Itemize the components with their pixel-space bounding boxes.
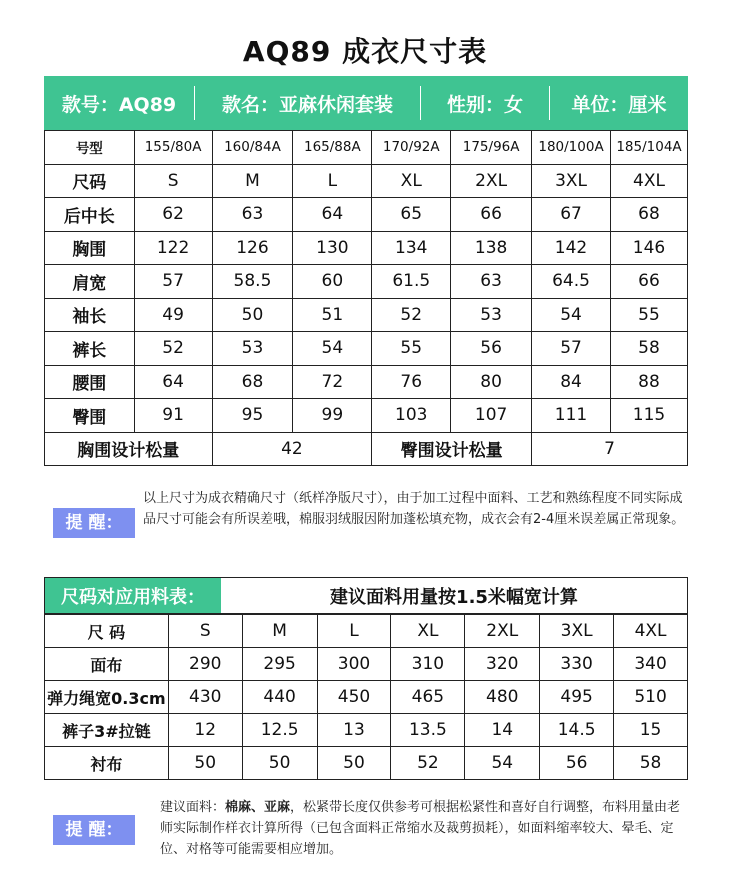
table-row bbox=[45, 615, 688, 648]
table-cell: XL bbox=[372, 164, 451, 198]
table-cell: 465 bbox=[391, 681, 465, 714]
table-cell: 55 bbox=[611, 298, 688, 332]
table-cell: 72 bbox=[293, 365, 372, 399]
table-cell: 13 bbox=[317, 714, 391, 747]
table-cell: 12.5 bbox=[242, 714, 317, 747]
table-cell: 57 bbox=[532, 332, 611, 366]
table-row bbox=[45, 265, 688, 299]
table-cell: 67 bbox=[532, 198, 611, 232]
table-row bbox=[45, 714, 688, 747]
table-cell: 63 bbox=[451, 265, 532, 299]
row-label: 后中长 bbox=[45, 198, 135, 232]
table-cell: XL bbox=[391, 615, 465, 648]
table-cell: 330 bbox=[540, 648, 614, 681]
material-table bbox=[44, 614, 688, 780]
row-label: 尺 码 bbox=[45, 615, 169, 648]
table-cell: 76 bbox=[372, 365, 451, 399]
table-cell: 99 bbox=[293, 399, 372, 433]
row-label: 尺码 bbox=[45, 164, 135, 198]
row-label: 面布 bbox=[45, 648, 169, 681]
table-cell: 3XL bbox=[540, 615, 614, 648]
table-cell: 13.5 bbox=[391, 714, 465, 747]
table-cell: 56 bbox=[451, 332, 532, 366]
table-cell: 130 bbox=[293, 231, 372, 265]
table-row bbox=[45, 131, 688, 165]
table-cell: 290 bbox=[168, 648, 242, 681]
table-cell: 56 bbox=[540, 747, 614, 780]
table-cell: 57 bbox=[134, 265, 212, 299]
table-cell: 122 bbox=[134, 231, 212, 265]
table-cell: 180/100A bbox=[532, 131, 611, 165]
table-cell: 68 bbox=[611, 198, 688, 232]
table-cell: 300 bbox=[317, 648, 391, 681]
table-row bbox=[45, 164, 688, 198]
table-cell: 58.5 bbox=[212, 265, 293, 299]
table-row bbox=[45, 231, 688, 265]
table-cell: 88 bbox=[611, 365, 688, 399]
table-cell: 80 bbox=[451, 365, 532, 399]
table-cell: 55 bbox=[372, 332, 451, 366]
table-row bbox=[45, 365, 688, 399]
table-row bbox=[45, 298, 688, 332]
table-cell: 68 bbox=[212, 365, 293, 399]
row-label: 袖长 bbox=[45, 298, 135, 332]
material-table-label: 尺码对应用料表： bbox=[45, 578, 221, 613]
table-cell: 65 bbox=[372, 198, 451, 232]
tip-rest: ，松紧带长度仅供参考可根据松紧性和喜好自行调整，布料用量由老师实际制作样衣计算所得（已包含面料正常缩水及裁剪损耗），如面料缩率较大、晕毛、定位、对格等可能需要相应增加。 bbox=[160, 800, 681, 857]
table-row bbox=[45, 681, 688, 714]
table-cell: 165/88A bbox=[293, 131, 372, 165]
hip-ease-label: 臀围设计松量 bbox=[372, 432, 532, 466]
table-cell: 430 bbox=[168, 681, 242, 714]
table-cell: 54 bbox=[532, 298, 611, 332]
tip-badge: 提 醒： bbox=[53, 508, 135, 538]
chest-ease-value: 42 bbox=[212, 432, 372, 466]
table-cell: 495 bbox=[540, 681, 614, 714]
table-cell: 50 bbox=[212, 298, 293, 332]
table-cell: 58 bbox=[611, 332, 688, 366]
table-cell: 62 bbox=[134, 198, 212, 232]
table-cell: 138 bbox=[451, 231, 532, 265]
table-row bbox=[45, 198, 688, 232]
tip-text: 以上尺寸为成衣精确尺寸（纸样净版尺寸），由于加工过程中面料、工艺和熟练程度不同实际成品尺寸可能会有所误差哦，棉服羽绒服因附加蓬松填充物，成衣会有2-4厘米误差属正常现象。 bbox=[143, 491, 685, 527]
table-cell: 52 bbox=[134, 332, 212, 366]
table-cell: 95 bbox=[212, 399, 293, 433]
row-label: 衬布 bbox=[45, 747, 169, 780]
chest-ease-label: 胸围设计松量 bbox=[45, 432, 213, 466]
table-cell: 440 bbox=[242, 681, 317, 714]
table-cell: 160/84A bbox=[212, 131, 293, 165]
table-cell: 54 bbox=[293, 332, 372, 366]
table-cell: 295 bbox=[242, 648, 317, 681]
table-cell: L bbox=[293, 164, 372, 198]
row-label: 臀围 bbox=[45, 399, 135, 433]
tip-badge: 提 醒： bbox=[53, 815, 135, 845]
table-cell: 126 bbox=[212, 231, 293, 265]
table-cell: L bbox=[317, 615, 391, 648]
ease-row bbox=[45, 432, 688, 466]
table-cell: 320 bbox=[465, 648, 540, 681]
table-cell: 52 bbox=[391, 747, 465, 780]
table-cell: M bbox=[242, 615, 317, 648]
tip-bold: 棉麻、亚麻 bbox=[225, 800, 291, 815]
table-cell: 14 bbox=[465, 714, 540, 747]
table-cell: 54 bbox=[465, 747, 540, 780]
table-cell: 66 bbox=[451, 198, 532, 232]
table-cell: 2XL bbox=[451, 164, 532, 198]
table-cell: 310 bbox=[391, 648, 465, 681]
table-cell: 175/96A bbox=[451, 131, 532, 165]
gender: 性别：女 bbox=[446, 93, 523, 116]
table-cell: 480 bbox=[465, 681, 540, 714]
row-label: 弹力绳宽0.3cm bbox=[45, 681, 169, 714]
table-cell: S bbox=[168, 615, 242, 648]
style-name: 款名：亚麻休闲套装 bbox=[221, 93, 393, 116]
table-cell: 4XL bbox=[614, 615, 688, 648]
table-cell: 50 bbox=[168, 747, 242, 780]
page-title: AQ89 成衣尺寸表 bbox=[242, 35, 488, 68]
table-cell: 103 bbox=[372, 399, 451, 433]
table-cell: 91 bbox=[134, 399, 212, 433]
table-cell: 111 bbox=[532, 399, 611, 433]
row-label: 肩宽 bbox=[45, 265, 135, 299]
material-header bbox=[44, 577, 688, 614]
table-cell: 12 bbox=[168, 714, 242, 747]
table-cell: 15 bbox=[614, 714, 688, 747]
table-cell: 2XL bbox=[465, 615, 540, 648]
table-cell: 64 bbox=[134, 365, 212, 399]
table-cell: 53 bbox=[451, 298, 532, 332]
style-number: 款号：AQ89 bbox=[61, 93, 177, 116]
material-table-note: 建议面料用量按1.5米幅宽计算 bbox=[330, 586, 578, 608]
table-cell: 155/80A bbox=[134, 131, 212, 165]
table-cell: M bbox=[212, 164, 293, 198]
table-cell: 61.5 bbox=[372, 265, 451, 299]
table-cell: 50 bbox=[317, 747, 391, 780]
row-label: 腰围 bbox=[45, 365, 135, 399]
table-cell: 64.5 bbox=[532, 265, 611, 299]
table-row bbox=[45, 332, 688, 366]
table-cell: 3XL bbox=[532, 164, 611, 198]
unit: 单位：厘米 bbox=[571, 93, 667, 116]
table-cell: 170/92A bbox=[372, 131, 451, 165]
table-cell: 84 bbox=[532, 365, 611, 399]
table-cell: 51 bbox=[293, 298, 372, 332]
table-cell: 107 bbox=[451, 399, 532, 433]
table-cell: 52 bbox=[372, 298, 451, 332]
product-header-bar bbox=[44, 76, 688, 130]
table-cell: 134 bbox=[372, 231, 451, 265]
table-cell: 185/104A bbox=[611, 131, 688, 165]
table-cell: 64 bbox=[293, 198, 372, 232]
table-cell: 510 bbox=[614, 681, 688, 714]
tip-text-2 bbox=[160, 797, 690, 860]
hip-ease-value: 7 bbox=[532, 432, 688, 466]
table-row bbox=[45, 648, 688, 681]
table-cell: 450 bbox=[317, 681, 391, 714]
table-row bbox=[45, 747, 688, 780]
table-row bbox=[45, 399, 688, 433]
table-cell: 340 bbox=[614, 648, 688, 681]
table-cell: 66 bbox=[611, 265, 688, 299]
row-label: 裤子3#拉链 bbox=[45, 714, 169, 747]
tip-prefix: 建议面料： bbox=[160, 800, 226, 815]
size-table bbox=[44, 130, 688, 466]
table-cell: 50 bbox=[242, 747, 317, 780]
table-cell: 49 bbox=[134, 298, 212, 332]
table-cell: 4XL bbox=[611, 164, 688, 198]
table-cell: 58 bbox=[614, 747, 688, 780]
row-label: 号型 bbox=[45, 131, 135, 165]
row-label: 胸围 bbox=[45, 231, 135, 265]
table-cell: 146 bbox=[611, 231, 688, 265]
table-cell: 53 bbox=[212, 332, 293, 366]
row-label: 裤长 bbox=[45, 332, 135, 366]
table-cell: S bbox=[134, 164, 212, 198]
table-cell: 63 bbox=[212, 198, 293, 232]
table-cell: 142 bbox=[532, 231, 611, 265]
table-cell: 60 bbox=[293, 265, 372, 299]
table-cell: 115 bbox=[611, 399, 688, 433]
table-cell: 14.5 bbox=[540, 714, 614, 747]
